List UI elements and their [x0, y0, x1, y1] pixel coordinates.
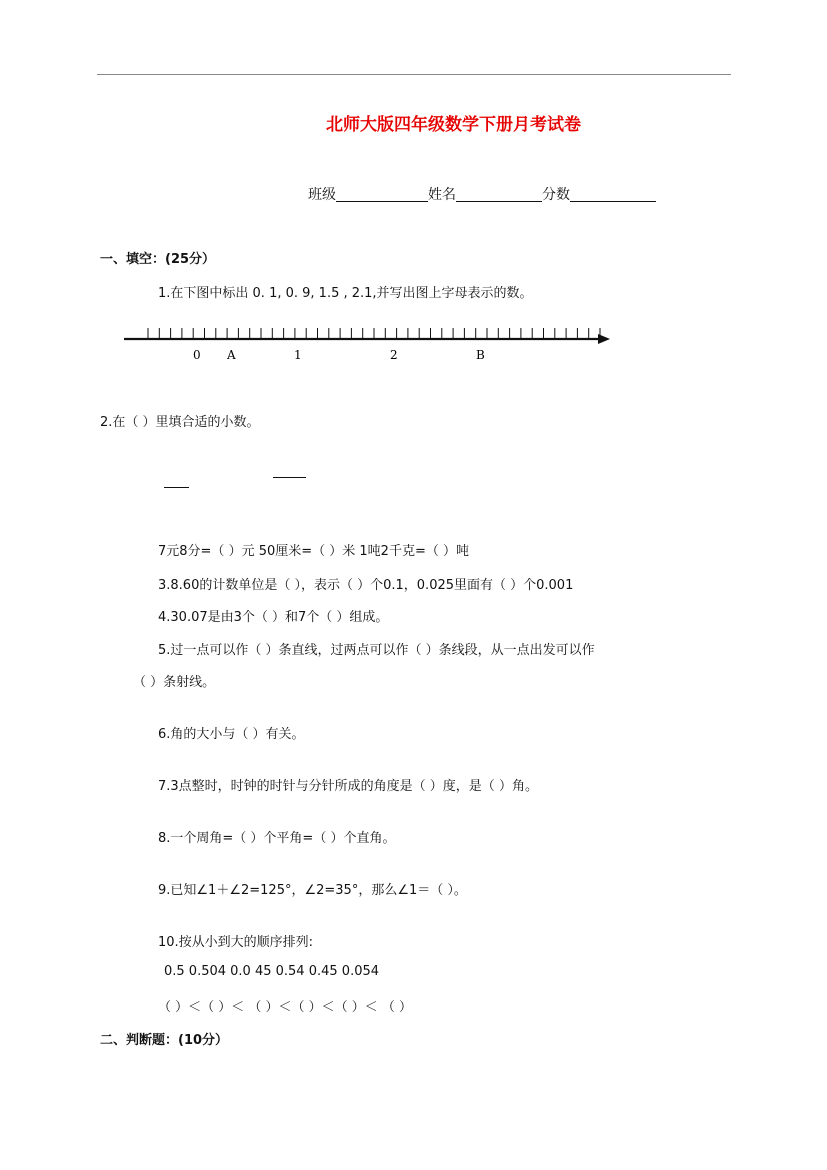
question-10-blanks: （ ）＜（ ）＜ （ ）＜（ ）＜（ ）＜ （ ）	[158, 1000, 413, 1015]
question-2-items: 7元8分=（ ）元 50厘米=（ ）米 1吨2千克=（ ）吨	[158, 544, 469, 559]
fraction-line	[273, 477, 306, 478]
question-10: 10.按从小到大的顺序排列:	[158, 935, 314, 950]
number-line-ticks	[148, 328, 600, 339]
label-2: 2	[390, 348, 398, 362]
header-rule	[97, 74, 731, 75]
label-b: B	[476, 348, 485, 362]
question-4: 4.30.07是由3个（ ）和7个（ ）组成。	[158, 610, 389, 625]
question-2: 2.在（ ）里填合适的小数。	[100, 415, 260, 430]
label-a: A	[227, 348, 236, 362]
score-blank[interactable]	[570, 187, 656, 202]
label-0: 0	[193, 348, 201, 362]
question-5-line-1: 5.过一点可以作（ ）条直线，过两点可以作（ ）条线段，从一点出发可以作	[158, 643, 595, 658]
question-9: 9.已知∠1＋∠2=125°，∠2=35°，那么∠1＝（ ）。	[158, 883, 467, 898]
question-8: 8.一个周角=（ ）个平角=（ ）个直角。	[158, 831, 396, 846]
label-1: 1	[294, 348, 302, 362]
section-2-heading: 二、判断题：(10分）	[100, 1033, 229, 1048]
question-5-line-2: （ ）条射线。	[133, 675, 216, 690]
class-label: 班级	[308, 187, 336, 203]
question-6: 6.角的大小与（ ）有关。	[158, 727, 305, 742]
section-1-heading: 一、填空：(25分）	[100, 252, 216, 267]
arrow-head-icon	[598, 334, 610, 344]
question-3: 3.8.60的计数单位是（ ），表示（ ）个0.1，0.025里面有（ ）个0.001	[158, 578, 574, 593]
fraction-line	[164, 487, 189, 488]
student-info	[308, 184, 656, 204]
question-1: 1.在下图中标出 0. 1, 0. 9, 1.5 , 2.1,并写出图上字母表示的数。	[158, 286, 533, 301]
score-label: 分数	[542, 187, 570, 203]
name-blank[interactable]	[456, 187, 542, 202]
number-line	[120, 322, 620, 370]
question-10-numbers: 0.5 0.504 0.0 45 0.54 0.45 0.054	[164, 964, 380, 979]
question-7: 7.3点整时，时钟的时针与分针所成的角度是（ ）度，是（ ）角。	[158, 779, 538, 794]
page-title: 北师大版四年级数学下册月考试卷	[326, 115, 581, 135]
class-blank[interactable]	[336, 187, 428, 202]
name-label: 姓名	[428, 187, 456, 203]
